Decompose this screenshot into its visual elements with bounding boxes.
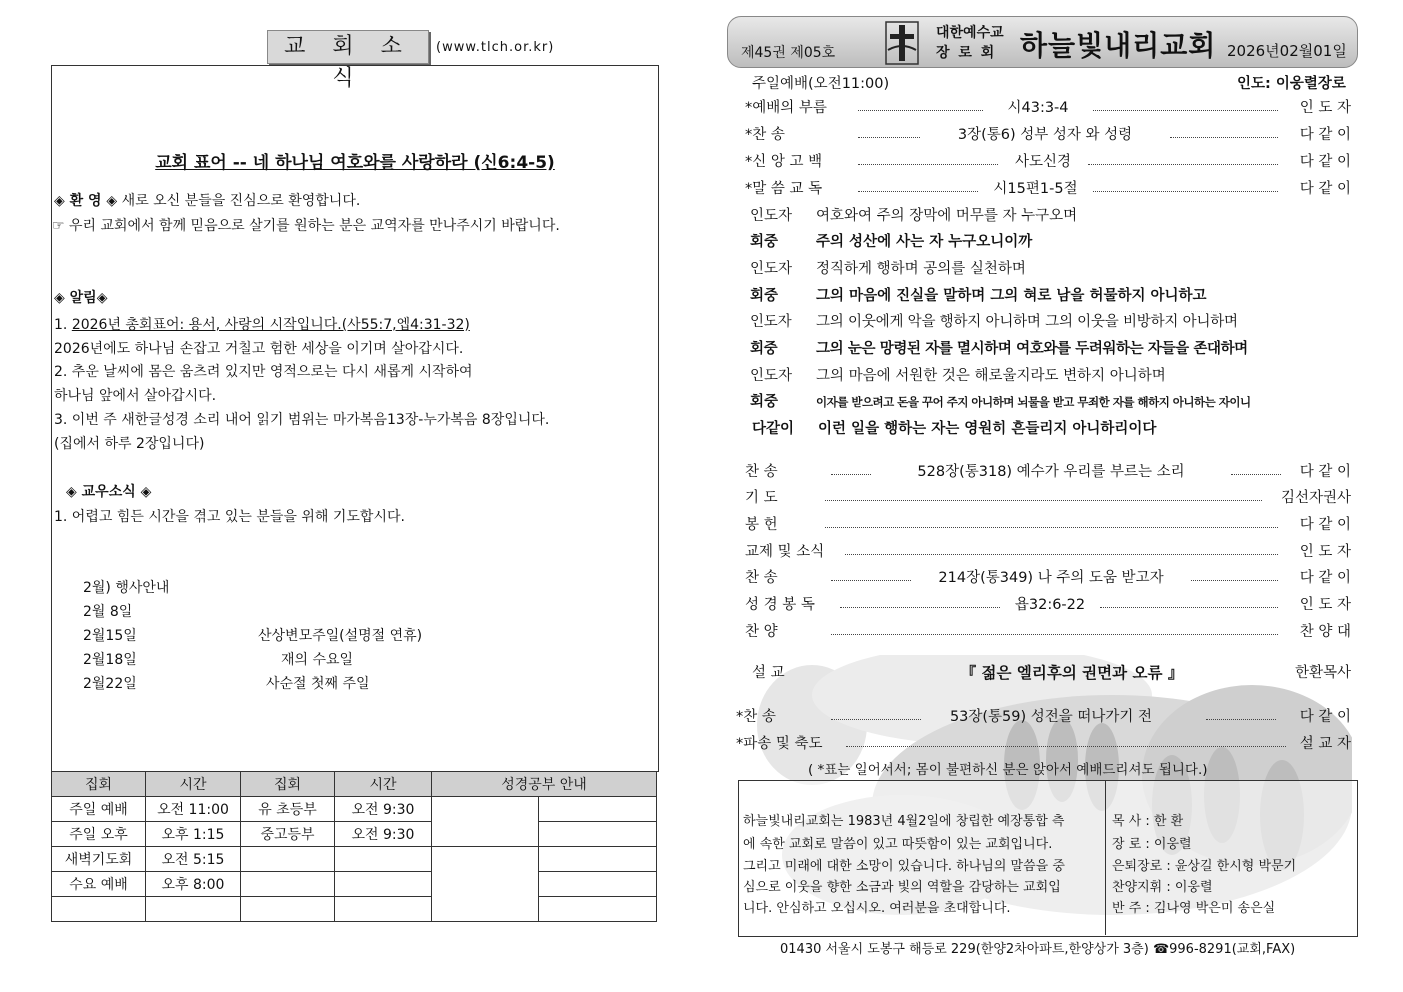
order-person: 다 같 이 [1299,181,1351,197]
speaker: 회중 [750,394,779,410]
order-item [745,96,1351,118]
order-item [745,486,1351,508]
responsive-line [750,337,1248,358]
order-label: *파송 및 축도 [736,736,823,752]
table-cell [539,847,657,872]
order-detail: 53장(통59) 성전을 떠나가기 전 [949,709,1153,725]
order-label: *말 씀 교 독 [745,181,823,197]
table-cell [335,847,432,872]
welcome-text: 새로 오신 분들을 진심으로 환영합니다. [117,193,361,209]
order-item [745,177,1351,199]
welcome-note: ☞ 우리 교회에서 함께 믿음으로 살기를 원하는 분은 교역자를 만나주시기 바랍니다. [52,218,560,234]
column-header: 시간 [146,772,241,797]
notice-3-detail: (집에서 하루 2장입니다) [54,436,205,452]
news-title: 교 회 소 식 [267,30,429,64]
order-item [745,620,1351,642]
speaker: 회중 [750,341,778,357]
table-cell [335,897,432,922]
responsive-line [750,364,1166,385]
order-person: 다 같 이 [1299,127,1351,143]
order-detail: 시43:3-4 [1007,100,1069,116]
staff-line: 찬양지휘 : 이웅렬 [1112,880,1213,895]
order-label: 봉 헌 [745,517,778,533]
order-label: 찬 송 [745,570,778,586]
order-person: 인 도 자 [1299,544,1351,560]
order-person: 설 교 자 [1299,736,1351,752]
speaker: 인도자 [750,208,793,224]
meeting-schedule-table [51,771,657,922]
website-url[interactable]: (www.tlch.or.kr) [436,40,555,55]
speaker: 회중 [750,288,779,304]
responsive-line [750,310,1238,331]
order-detail: 3장(통6) 성부 성자 와 성령 [957,127,1133,143]
speaker: 인도자 [750,314,792,330]
table-cell [241,872,335,897]
preacher: 한환목사 [1294,665,1351,681]
event-name: 사순절 첫째 주일 [266,676,370,692]
speaker: 인도자 [750,261,793,277]
reading-text: 이런 일을 행하는 자는 영원히 흔들리지 아니하리이다 [818,421,1157,437]
info-divider [1105,780,1106,935]
church-address: 01430 서울시 도봉구 해등로 229(한양2차아파트,한양상가 3층) ☎996-8291(교회,FAX) [780,942,1296,957]
order-detail: 욥32:6-22 [1014,597,1086,613]
order-item [745,593,1351,615]
reading-text: 그의 마음에 진실을 말하며 그의 혀로 남을 허물하지 아니하고 [816,288,1207,304]
table-cell: 유 초등부 [241,797,335,822]
notice-heading: ◈ 알림◈ [54,290,108,306]
order-item [745,566,1351,588]
notice-2-detail: 하나님 앞에서 살아갑시다. [54,388,217,404]
reading-text: 주의 성산에 사는 자 누구오니이까 [816,234,1033,250]
order-label: 찬 양 [745,624,778,640]
table-row [52,847,657,872]
table-cell: 중고등부 [241,822,335,847]
volume-number: 제45권 제05호 [741,45,836,61]
column-header: 시간 [335,772,432,797]
column-header: 집회 [52,772,146,797]
table-row [52,897,657,922]
responsive-line [750,204,1077,225]
order-detail: 214장(통349) 나 주의 도움 받고자 [938,570,1164,586]
responsive-line [752,417,1156,438]
staff-line: 장 로 : 이웅렬 [1112,837,1192,852]
notice-1-number: 1. [54,317,72,333]
order-label: 성 경 봉 독 [745,597,815,613]
notice-3: 3. 이번 주 새한글성경 소리 내어 읽기 범위는 마가복음13장-누가복음 8장입니다. [54,412,550,428]
table-row [52,872,657,897]
table-cell [539,797,657,822]
table-cell: 오후 1:15 [146,822,241,847]
service-leader: 인도: 이웅렬장로 [1237,76,1346,92]
bulletin-date: 2026년02월01일 [1227,42,1347,60]
sermon-row [752,661,1351,683]
order-detail: 시15편1-5절 [993,181,1078,197]
church-intro-line: 그리고 미래에 대한 소망이 있습니다. 하나님의 말씀을 중 [743,859,1065,874]
denomination-top: 대한예수교 [936,25,1004,41]
church-intro-line: 하늘빛내리교회는 1983년 4월2일에 창립한 예장통합 측 [743,814,1065,829]
order-person: 인 도 자 [1299,597,1351,613]
order-label: 기 도 [745,490,778,506]
table-cell [335,872,432,897]
notice-1-motto: 2026년 총회표어: 용서, 사랑의 시작입니다.(사55:7,엡4:31-32) [71,317,470,333]
event-date: 2월18일 [83,652,137,668]
order-label: *예배의 부름 [745,100,827,116]
reading-text: 그의 이웃에게 악을 행하지 아니하며 그의 이웃을 비방하지 아니하며 [816,314,1238,330]
cross-logo-icon [884,20,920,66]
table-cell: 오전 9:30 [335,797,432,822]
order-label: 교제 및 소식 [745,544,825,560]
table-cell: 오전 9:30 [335,822,432,847]
table-cell [539,872,657,897]
responsive-line [750,284,1207,305]
members-heading: ◈ 교우소식 ◈ [66,484,152,500]
table-cell: 주일 오후 [52,822,146,847]
events-heading: 2월) 행사안내 [83,580,170,596]
table-cell [241,847,335,872]
order-person: 찬 양 대 [1299,624,1351,640]
standing-note: ( *표는 일어서서; 몸이 불편하신 분은 앉아서 예배드리셔도 됩니다.) [808,762,1208,778]
table-row [52,822,657,847]
sermon-label: 설 교 [752,665,785,681]
table-row [52,797,657,822]
event-name: 산상변모주일(설명절 연휴) [258,628,423,644]
event-date: 2월22일 [83,676,137,692]
speaker: 회중 [750,234,779,250]
column-header: 성경공부 안내 [432,772,657,797]
reading-text: 여호와여 주의 장막에 머무를 자 누구오며 [816,208,1078,224]
order-item [745,460,1351,482]
table-cell: 수요 예배 [52,872,146,897]
order-item [736,705,1351,727]
table-cell [432,797,539,847]
church-intro-line: 에 속한 교회로 말씀이 있고 따뜻함이 있는 교회입니다. [743,837,1053,852]
order-label: *찬 송 [745,127,785,143]
table-cell: 오전 11:00 [146,797,241,822]
staff-line: 은퇴장로 : 윤상길 한시형 박문기 [1112,859,1297,874]
order-item [745,123,1351,145]
welcome-heading: ◈ 환 영 ◈ [54,193,118,209]
order-detail: 사도신경 [1014,154,1072,170]
table-cell [241,897,335,922]
order-person: 인 도 자 [1299,100,1351,116]
table-cell [146,897,241,922]
order-label: *찬 송 [736,709,776,725]
table-cell [52,897,146,922]
column-header: 집회 [241,772,335,797]
notice-2: 2. 추운 날씨에 몸은 움츠려 있지만 영적으로는 다시 새롭게 시작하여 [54,364,473,380]
order-detail: 528장(통318) 예수가 우리를 부르는 소리 [917,464,1185,480]
event-date: 2월 8일 [83,604,133,620]
table-cell: 오후 8:00 [146,872,241,897]
reading-text: 그의 마음에 서원한 것은 해로울지라도 변하지 아니하며 [816,368,1166,384]
order-person: 다 같 이 [1299,464,1351,480]
order-person: 다 같 이 [1299,570,1351,586]
responsive-line [750,257,1026,278]
table-cell [432,847,539,922]
notice-1 [54,314,470,334]
notice-1-detail: 2026년에도 하나님 손잡고 거칠고 험한 세상을 이기며 살아갑시다. [54,341,464,357]
order-item [745,150,1351,172]
church-intro-line: 심으로 이웃을 향한 소금과 빛의 역할을 감당하는 교회입 [743,880,1061,895]
event-date: 2월15일 [83,628,137,644]
reading-text: 그의 눈은 망령된 자를 멸시하며 여호와를 두려워하는 자들을 존대하며 [816,341,1248,357]
responsive-line [750,230,1032,251]
table-cell [539,822,657,847]
table-cell: 오전 5:15 [146,847,241,872]
church-intro-line: 니다. 안심하고 오십시오. 여러분을 초대합니다. [743,901,1011,916]
table-cell: 새벽기도회 [52,847,146,872]
order-item [745,540,1351,562]
order-person: 김선자권사 [1280,490,1351,506]
order-item [745,513,1351,535]
responsive-line [750,390,1251,411]
members-news-1: 1. 어렵고 힘든 시간을 겪고 있는 분들을 위해 기도합시다. [54,509,405,525]
order-item [736,732,1351,754]
church-name: 하늘빛내리교회 [1020,29,1217,62]
table-cell: 주일 예배 [52,797,146,822]
speaker: 인도자 [750,368,793,384]
order-person: 다 같 이 [1299,517,1351,533]
church-motto: 교회 표어 -- 네 하나님 여호와를 사랑하라 (신6:4-5) [155,153,555,173]
denomination-bottom: 장 로 회 [936,45,997,61]
event-name: 재의 수요일 [281,652,354,668]
news-panel [51,65,659,772]
staff-line: 목 사 : 한 환 [1112,814,1184,829]
order-label: *신 앙 고 백 [745,154,823,170]
order-label: 찬 송 [745,464,778,480]
reading-text: 이자를 받으려고 돈을 꾸어 주지 아니하며 뇌물을 받고 무죄한 자를 해하지 아니하는 자이니 [816,395,1251,409]
welcome-line [54,190,360,210]
table-header-row [52,772,657,797]
order-person: 다 같 이 [1299,709,1351,725]
speaker: 다같이 [752,421,795,437]
staff-line: 반 주 : 김나영 박은미 송은실 [1112,901,1276,916]
reading-text: 정직하게 행하며 공의를 실천하며 [816,261,1026,277]
order-person: 다 같 이 [1299,154,1351,170]
service-title: 주일예배(오전11:00) [752,76,890,92]
sermon-title: 『 젊은 엘리후의 권면과 오류 』 [960,664,1184,682]
table-cell [539,897,657,922]
